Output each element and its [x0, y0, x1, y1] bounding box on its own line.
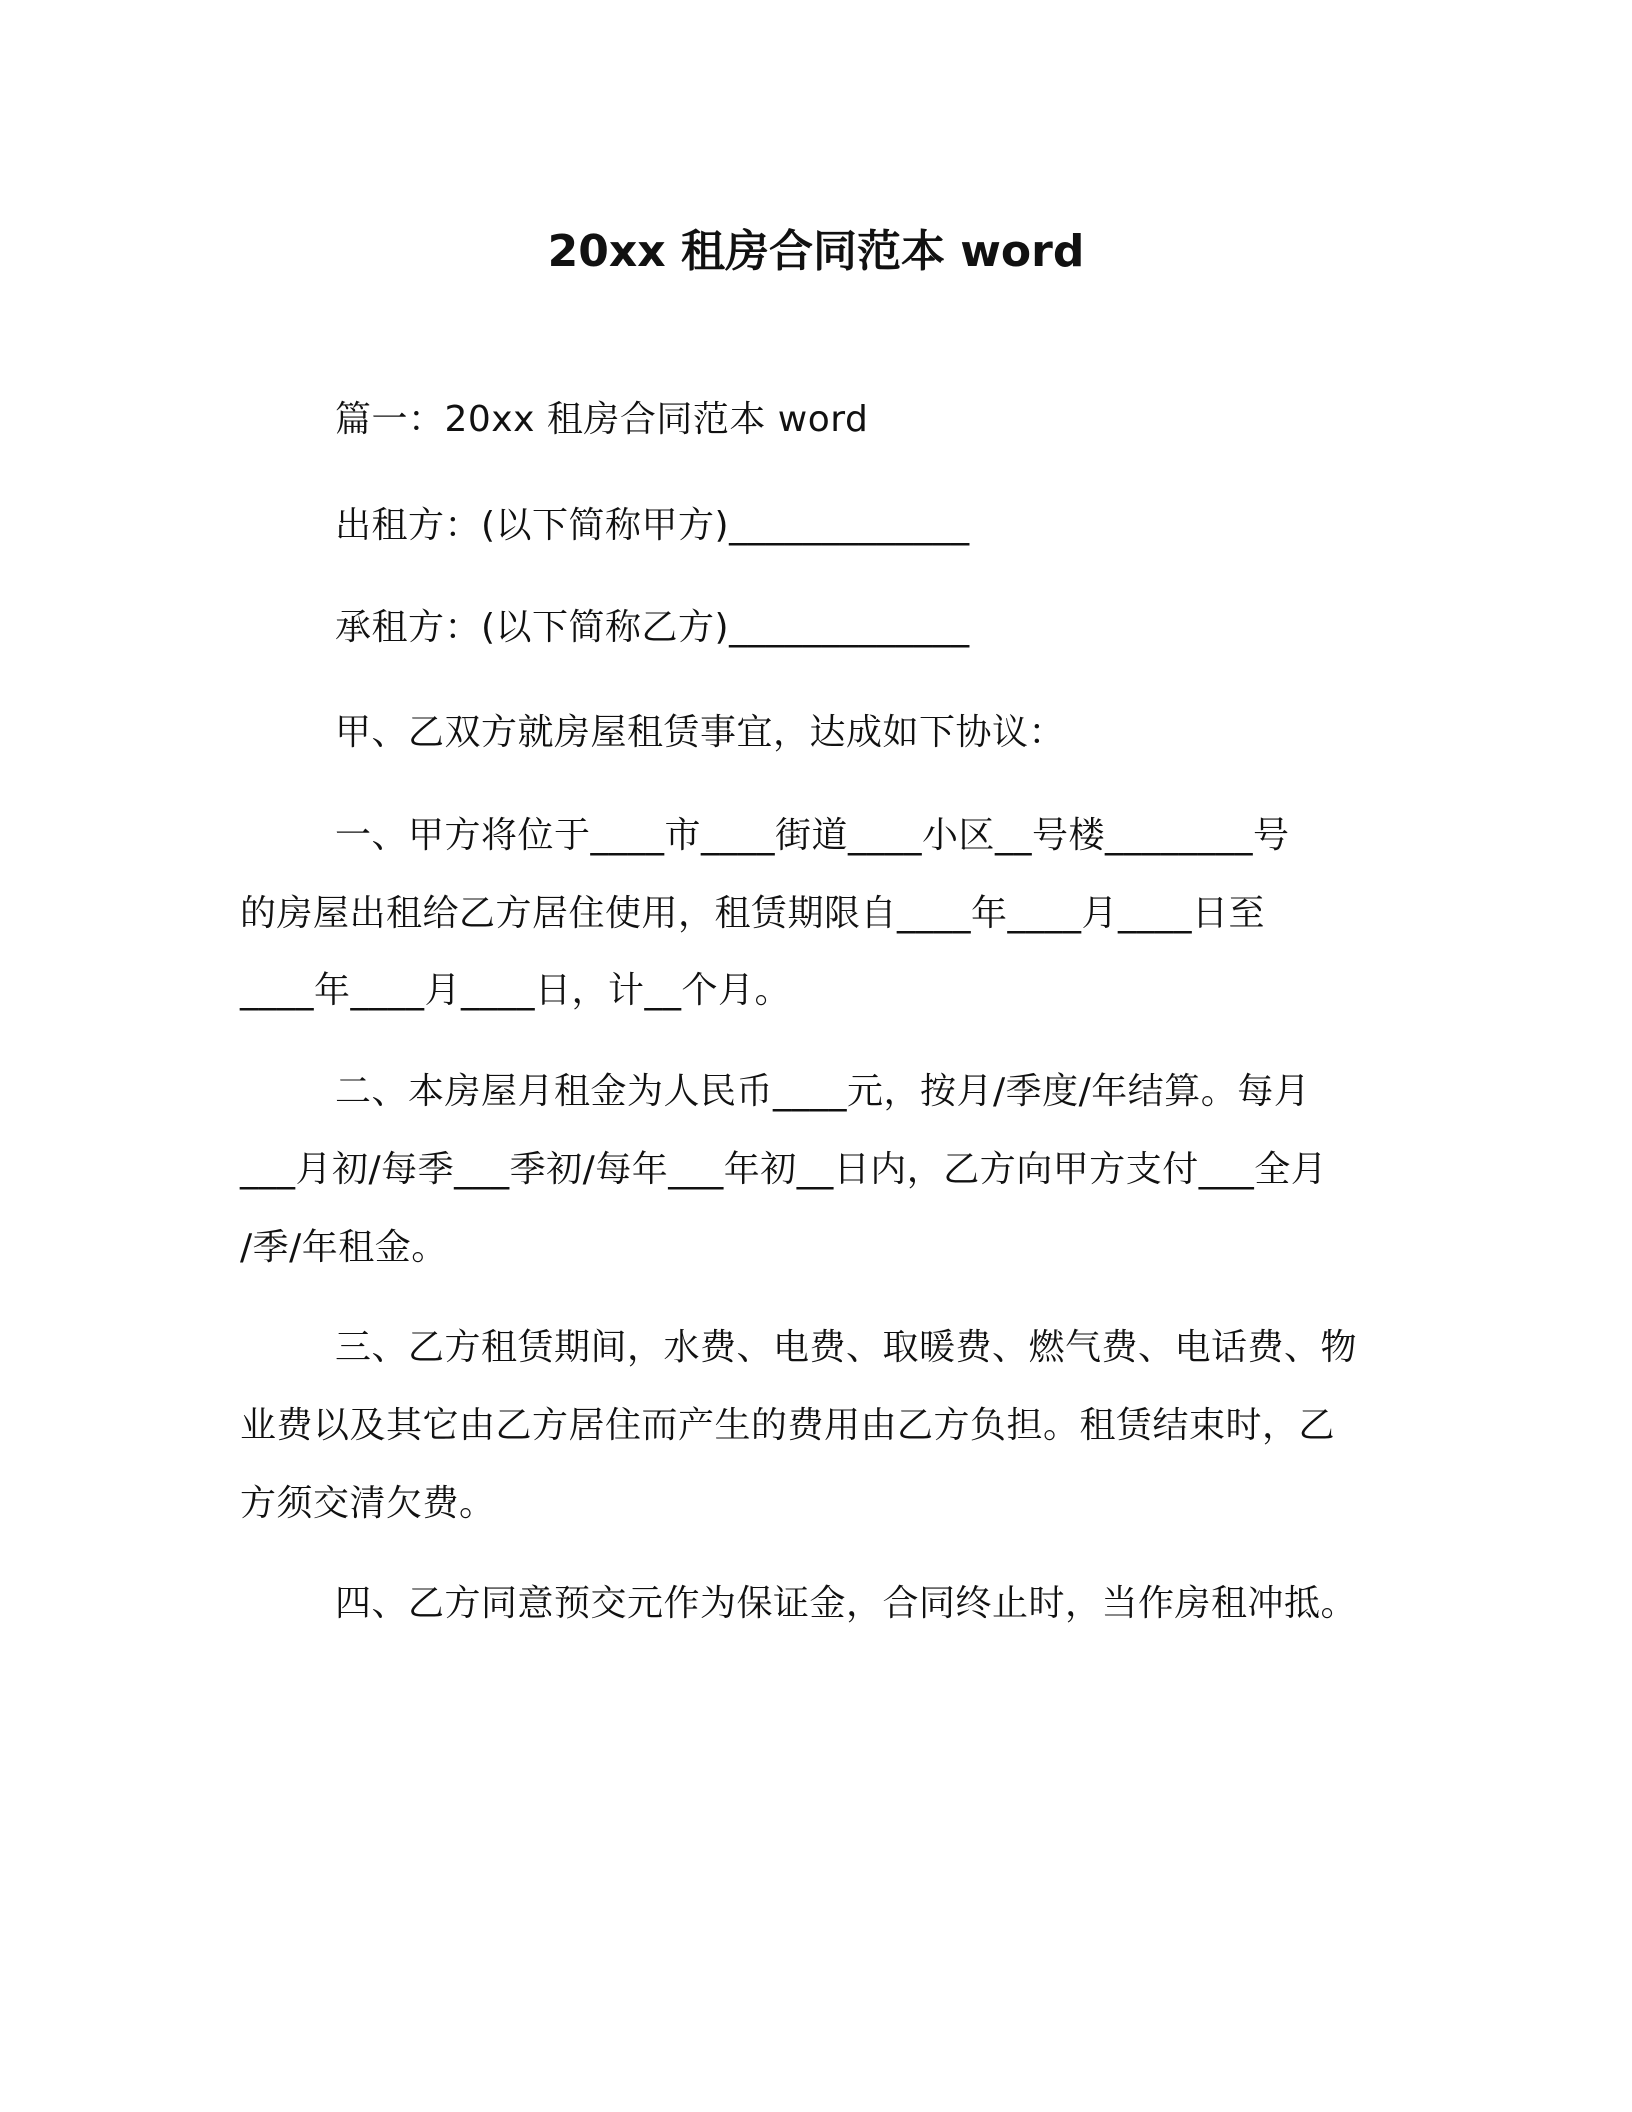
section-heading: 篇一：20xx 租房合同范本 word [335, 399, 869, 440]
clause-3-line-1: 三、乙方租赁期间，水费、电费、取暖费、燃气费、电话费、物 [335, 1327, 1358, 1368]
clause-1-line-1: 一、甲方将位于____市____街道____小区__号楼________号 [335, 815, 1290, 856]
clause-4-line-1: 四、乙方同意预交元作为保证金，合同终止时，当作房租冲抵。 [335, 1583, 1358, 1624]
document-title: 20xx 租房合同范本 word [547, 226, 1085, 277]
clause-2-line-3: /季/年租金。 [240, 1227, 448, 1268]
clause-2-line-2: ___月初/每季___季初/每年___年初__日内，乙方向甲方支付___全月 [240, 1149, 1328, 1190]
lessee-line: 承租方：(以下简称乙方)_____________ [335, 607, 970, 648]
clause-1-line-2: 的房屋出租给乙方居住使用，租赁期限自____年____月____日至 [240, 893, 1266, 934]
clause-2-line-1: 二、本房屋月租金为人民币____元，按月/季度/年结算。每月 [335, 1071, 1311, 1112]
clause-1-line-3: ____年____月____日，计__个月。 [240, 970, 792, 1011]
intro-paragraph: 甲、乙双方就房屋租赁事宜，达成如下协议： [335, 712, 1066, 753]
clause-3-line-3: 方须交清欠费。 [240, 1483, 496, 1524]
clause-3-line-2: 业费以及其它由乙方居住而产生的费用由乙方负担。租赁结束时，乙 [240, 1405, 1336, 1446]
lessor-line: 出租方：(以下简称甲方)_____________ [335, 505, 970, 546]
